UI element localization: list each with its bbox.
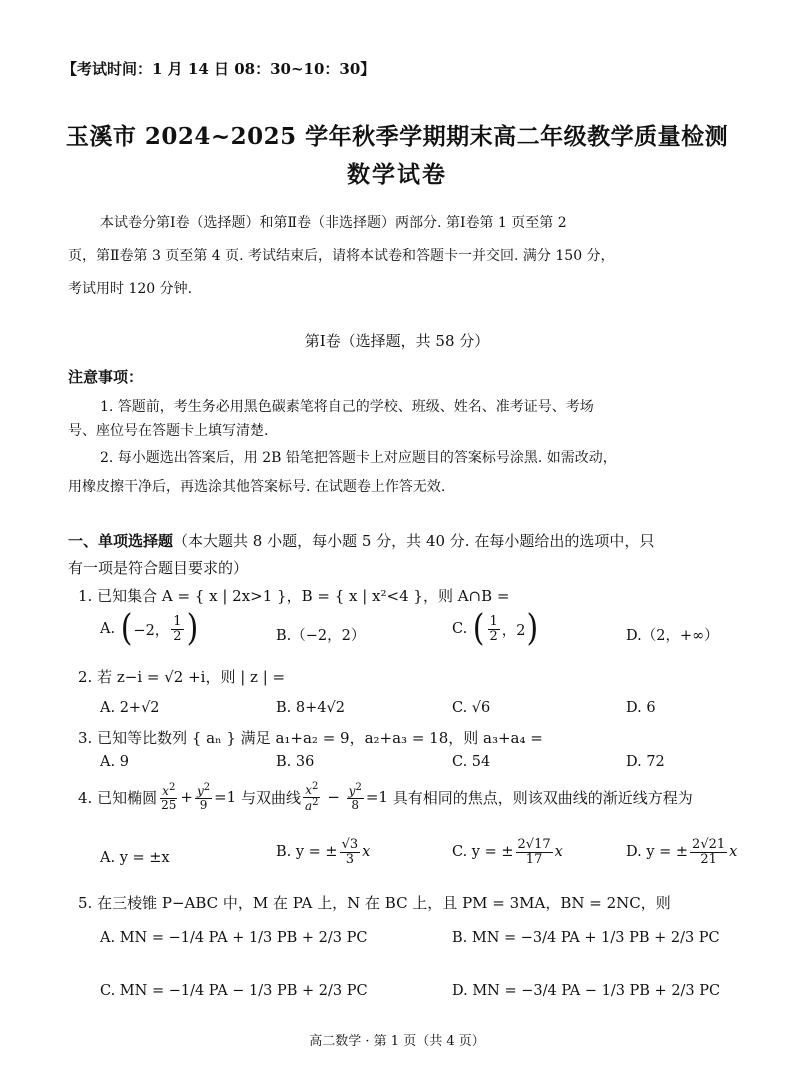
notice-item2-l1: 2. 每小题选出答案后，用 2B 铅笔把答题卡上对应题目的答案标号涂黑. 如需改动， [100, 450, 617, 466]
q2-option-a: A. 2+√2 [100, 700, 160, 716]
q3-option-d: D. 72 [626, 754, 665, 770]
q4-c-num: 2√17 [517, 837, 551, 852]
q4-option-b [276, 838, 370, 866]
q1-option-b: B.（−2，2） [276, 628, 366, 644]
q1-option-a: A. ( −2， $\frac{1}{2}$ ) [100, 607, 199, 650]
q1-a-label: A. [100, 621, 116, 637]
q2-option-d: D. 6 [626, 700, 656, 716]
q4-stem-b: 与双曲线 [241, 788, 302, 807]
q4-d-label: D. y = ± [626, 844, 689, 861]
notice-item1-l2: 号、座位号在答题卡上填写清楚. [68, 423, 269, 439]
q4-b-num: √3 [341, 837, 359, 852]
exam-time: 【考试时间：1 月 14 日 08：30~10：30】 [62, 60, 376, 78]
q4-b-label: B. y = ± [276, 844, 338, 861]
notice-item1-l1: 1. 答题前，考生务必用黑色碳素笔将自己的学校、班级、姓名、准考证号、考场 [100, 399, 594, 415]
q4-c-x: x [554, 844, 563, 861]
q3-option-b: B. 36 [276, 754, 315, 770]
q4-b-den: 3 [345, 851, 355, 867]
q2-option-c: C. √6 [452, 700, 491, 716]
notice-heading: 注意事项： [68, 368, 144, 386]
intro-line2: 页，第Ⅱ卷第 3 页至第 4 页. 考试结束后，请将本试卷和答题卡一并交回. 满分 150 分， [68, 248, 615, 264]
q4-option-d [626, 838, 737, 866]
q4-stem-a: 4. 已知椭圆 [78, 788, 158, 807]
page-footer: 高二数学 · 第 1 页（共 4 页） [309, 1034, 485, 1049]
intro-line3: 考试用时 120 分钟. [68, 281, 193, 297]
q1-c-num: 1 [489, 613, 498, 629]
part1-desc-l1: （本大题共 8 小题，每小题 5 分，共 40 分. 在每小题给出的选项中，只 [173, 532, 655, 550]
q5-option-d: D. MN = −3/4 PA − 1/3 PB + 2/3 PC [452, 983, 721, 999]
intro-line1: 本试卷分第Ⅰ卷（选择题）和第Ⅱ卷（非选择题）两部分. 第Ⅰ卷第 1 页至第 2 [100, 215, 567, 231]
q4-d-den: 21 [700, 851, 717, 867]
q4-option-a: A. y = ±x [100, 850, 170, 866]
q3-option-c: C. 54 [452, 754, 491, 770]
page-title: 玉溪市 2024~2025 学年秋季学期期末高二年级教学质量检测 [65, 123, 729, 150]
q4-c-den: 17 [525, 851, 543, 867]
part1-desc-l2: 有一项是符合题目要求的） [68, 559, 249, 577]
q5-stem: 5. 在三棱锥 P−ABC 中，M 在 PA 上，N 在 BC 上，且 PM = 3MA，BN = 2NC，则 [78, 894, 671, 912]
q2-option-b: B. 8+4√2 [276, 700, 345, 716]
q1-c-den: 2 [489, 628, 498, 644]
q2-stem: 2. 若 z−i = √2 +i，则 | z | = [78, 668, 286, 686]
q1-a-left: −2， [133, 622, 170, 639]
q5-option-b: B. MN = −3/4 PA + 1/3 PB + 2/3 PC [452, 930, 720, 946]
part1-heading-line [68, 530, 654, 551]
q4-hyper-y: $\frac{y^2}{8}$ [348, 782, 362, 812]
q1-option-c: C. ( $\frac{1}{2}$ ，2 ) [452, 607, 539, 650]
q4-stem-c: 具有相同的焦点，则该双曲线的渐近线方程为 [392, 788, 693, 807]
q1-option-d: D.（2，+∞） [626, 628, 719, 644]
q4-ellipse-x: $\frac{x^2}{25}$ [161, 782, 177, 812]
part1-heading: 一、单项选择题 [68, 532, 174, 550]
q4-ellipse-y: $\frac{y^2}{9}$ [196, 782, 211, 812]
q4-option-c [452, 838, 563, 866]
q4-stem: 4. 已知椭圆 $\frac{x^2}{25}$ + $\frac{y^2}{9}$ =1 与双曲线 $\frac{x^2}{a^2}$ − $\frac{y^2}{8}$ =1 具有相同的焦点，则该双曲线的渐近线方程为 [78, 781, 693, 813]
q4-b-x: x [362, 844, 371, 861]
q5-option-c: C. MN = −1/4 PA − 1/3 PB + 2/3 PC [100, 983, 368, 999]
q1-c-label: C. [452, 621, 468, 637]
q1-a-num: 1 [173, 613, 182, 629]
q1-stem: 1. 已知集合 A = { x | 2x>1 }，B = { x | x²<4 }，则 A∩B = [78, 587, 510, 605]
page-subtitle: 数学试卷 [347, 161, 447, 188]
q3-stem: 3. 已知等比数列 { aₙ } 满足 a₁+a₂ = 9，a₂+a₃ = 18，则 a₃+a₄ = [78, 729, 543, 747]
q1-c-right: ，2 [501, 622, 526, 639]
q4-d-num: 2√21 [692, 837, 726, 852]
q1-a-den: 2 [173, 628, 182, 644]
section-title: 第Ⅰ卷（选择题，共 58 分） [304, 332, 490, 350]
notice-item2-l2: 用橡皮擦干净后，再选涂其他答案标号. 在试题卷上作答无效. [68, 479, 446, 495]
q4-c-label: C. y = ± [452, 844, 514, 861]
q4-d-x: x [729, 844, 738, 861]
q5-option-a: A. MN = −1/4 PA + 1/3 PB + 2/3 PC [100, 930, 368, 946]
q4-hyper-x: $\frac{x^2}{a^2}$ [305, 781, 319, 813]
q3-option-a: A. 9 [100, 754, 129, 770]
